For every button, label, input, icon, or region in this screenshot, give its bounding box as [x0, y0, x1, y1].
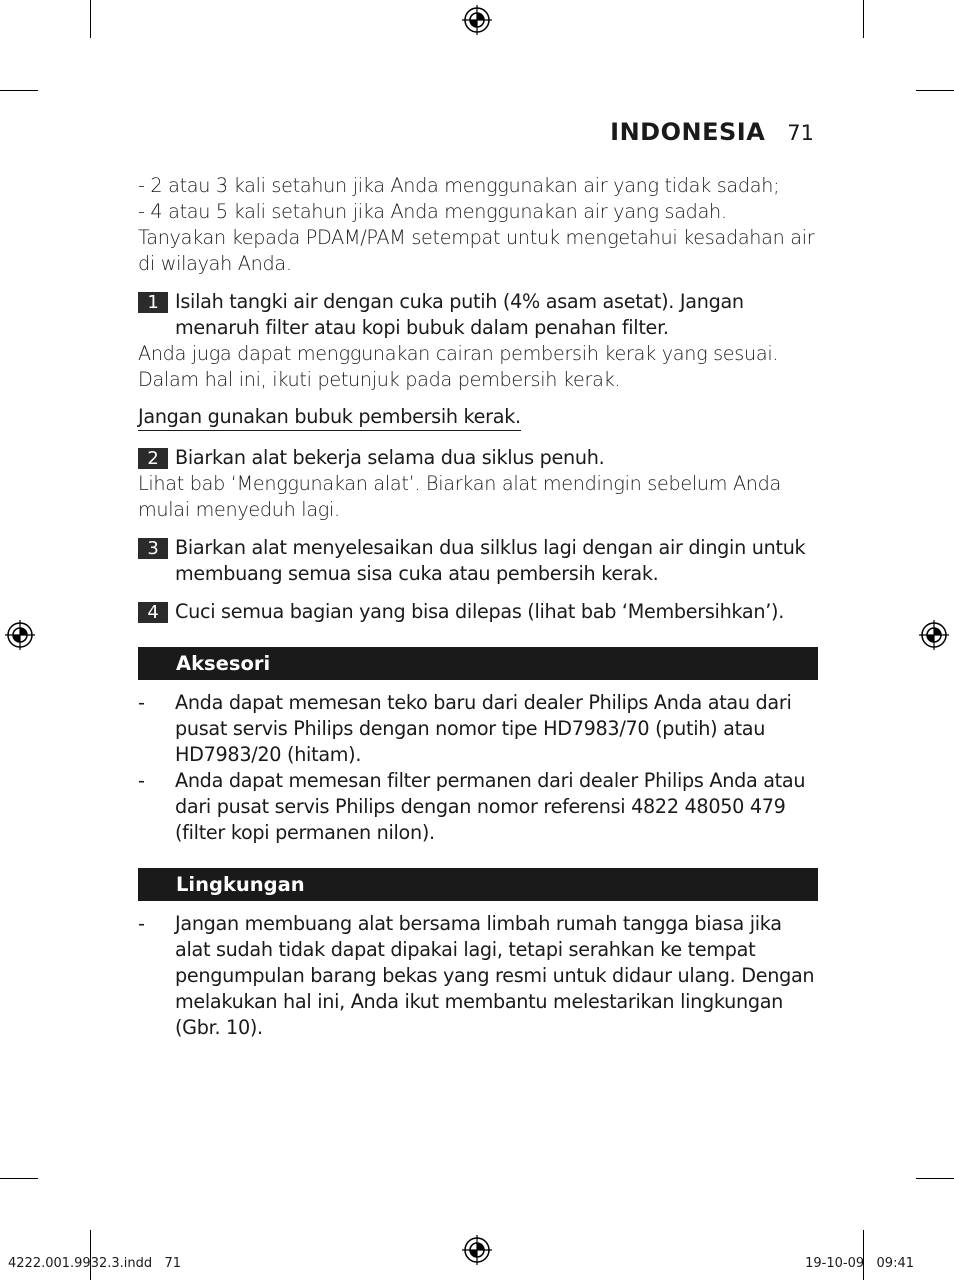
step-text: Cuci semua bagian yang bisa dilepas (lihat bab ‘Membersihkan’).	[175, 600, 785, 623]
crop-mark	[863, 0, 864, 38]
list-bullet: -	[138, 912, 145, 935]
crop-mark	[90, 1230, 91, 1280]
step-4	[138, 599, 818, 625]
step-3	[138, 535, 818, 587]
step-note: Anda juga dapat menggunakan cairan pembersih kerak yang sesuai. Dalam hal ini, ikuti petunjuk pada pembersih kerak.	[138, 342, 779, 391]
registration-mark-icon	[462, 5, 492, 35]
step-number: 4	[138, 602, 168, 623]
step-note: Lihat bab ‘Menggunakan alat’. Biarkan alat mendingin sebelum Anda mulai menyeduh lagi.	[138, 472, 781, 521]
step-2	[138, 445, 818, 471]
crop-mark	[90, 0, 91, 38]
step-text: Biarkan alat bekerja selama dua siklus penuh.	[175, 446, 605, 469]
section-heading-accessories: Aksesori	[138, 647, 818, 680]
list-item	[138, 768, 818, 846]
page-header	[610, 118, 814, 146]
step-text: Isilah tangki air dengan cuka putih (4% asam asetat). Jangan menaruh filter atau kopi bubuk dalam penahan filter.	[175, 290, 744, 339]
list-item-text: Anda dapat memesan teko baru dari dealer Philips Anda atau dari pusat servis Philips dengan nomor tipe HD7983/70 (putih) atau HD7983/20 (hitam).	[175, 691, 792, 766]
warning-text: Jangan gunakan bubuk pembersih kerak.	[138, 405, 521, 431]
list-bullet: -	[138, 691, 145, 714]
registration-mark-icon	[919, 620, 949, 650]
step-text: Biarkan alat menyelesaikan dua silklus lagi dengan air dingin untuk membuang semua sisa cuka atau pembersih kerak.	[175, 536, 806, 585]
intro-line: Tanyakan kepada PDAM/PAM setempat untuk mengetahui kesadahan air di wilayah Anda.	[138, 226, 815, 275]
intro-line: - 2 atau 3 kali setahun jika Anda menggunakan air yang tidak sadah;	[138, 174, 780, 197]
section-heading-environment: Lingkungan	[138, 868, 818, 901]
list-item-text: Anda dapat memesan filter permanen dari dealer Philips Anda atau dari pusat servis Philips dengan nomor referensi 4822 48050 479 (filter kopi permanen nilon).	[175, 769, 806, 844]
crop-mark	[916, 1178, 954, 1179]
list-bullet: -	[138, 769, 145, 792]
language-title: INDONESIA	[610, 118, 766, 146]
footer-datetime: 19-10-09 09:41	[805, 1256, 914, 1271]
list-item	[138, 690, 818, 768]
list-item-text: Jangan membuang alat bersama limbah rumah tangga biasa jika alat sudah tidak dapat dipakai lagi, tetapi serahkan ke tempat pengumpulan barang bekas yang resmi untuk didaur ulang. Dengan melakukan hal ini, Anda ikut membantu melestarikan lingkungan (Gbr. 10).	[175, 912, 815, 1039]
step-1	[138, 289, 818, 341]
crop-mark	[0, 1178, 38, 1179]
page-number: 71	[787, 121, 814, 145]
page-content	[138, 173, 818, 1041]
registration-mark-icon	[5, 620, 35, 650]
footer-file-info: 4222.001.9932.3.indd 71	[8, 1256, 182, 1271]
registration-mark-icon	[462, 1235, 492, 1265]
crop-mark	[0, 90, 38, 91]
crop-mark	[916, 90, 954, 91]
step-number: 3	[138, 538, 168, 559]
step-number: 2	[138, 448, 168, 469]
list-item	[138, 911, 818, 1041]
intro-line: - 4 atau 5 kali setahun jika Anda menggunakan air yang sadah.	[138, 200, 727, 223]
crop-mark	[863, 1230, 864, 1280]
step-number: 1	[138, 292, 168, 313]
